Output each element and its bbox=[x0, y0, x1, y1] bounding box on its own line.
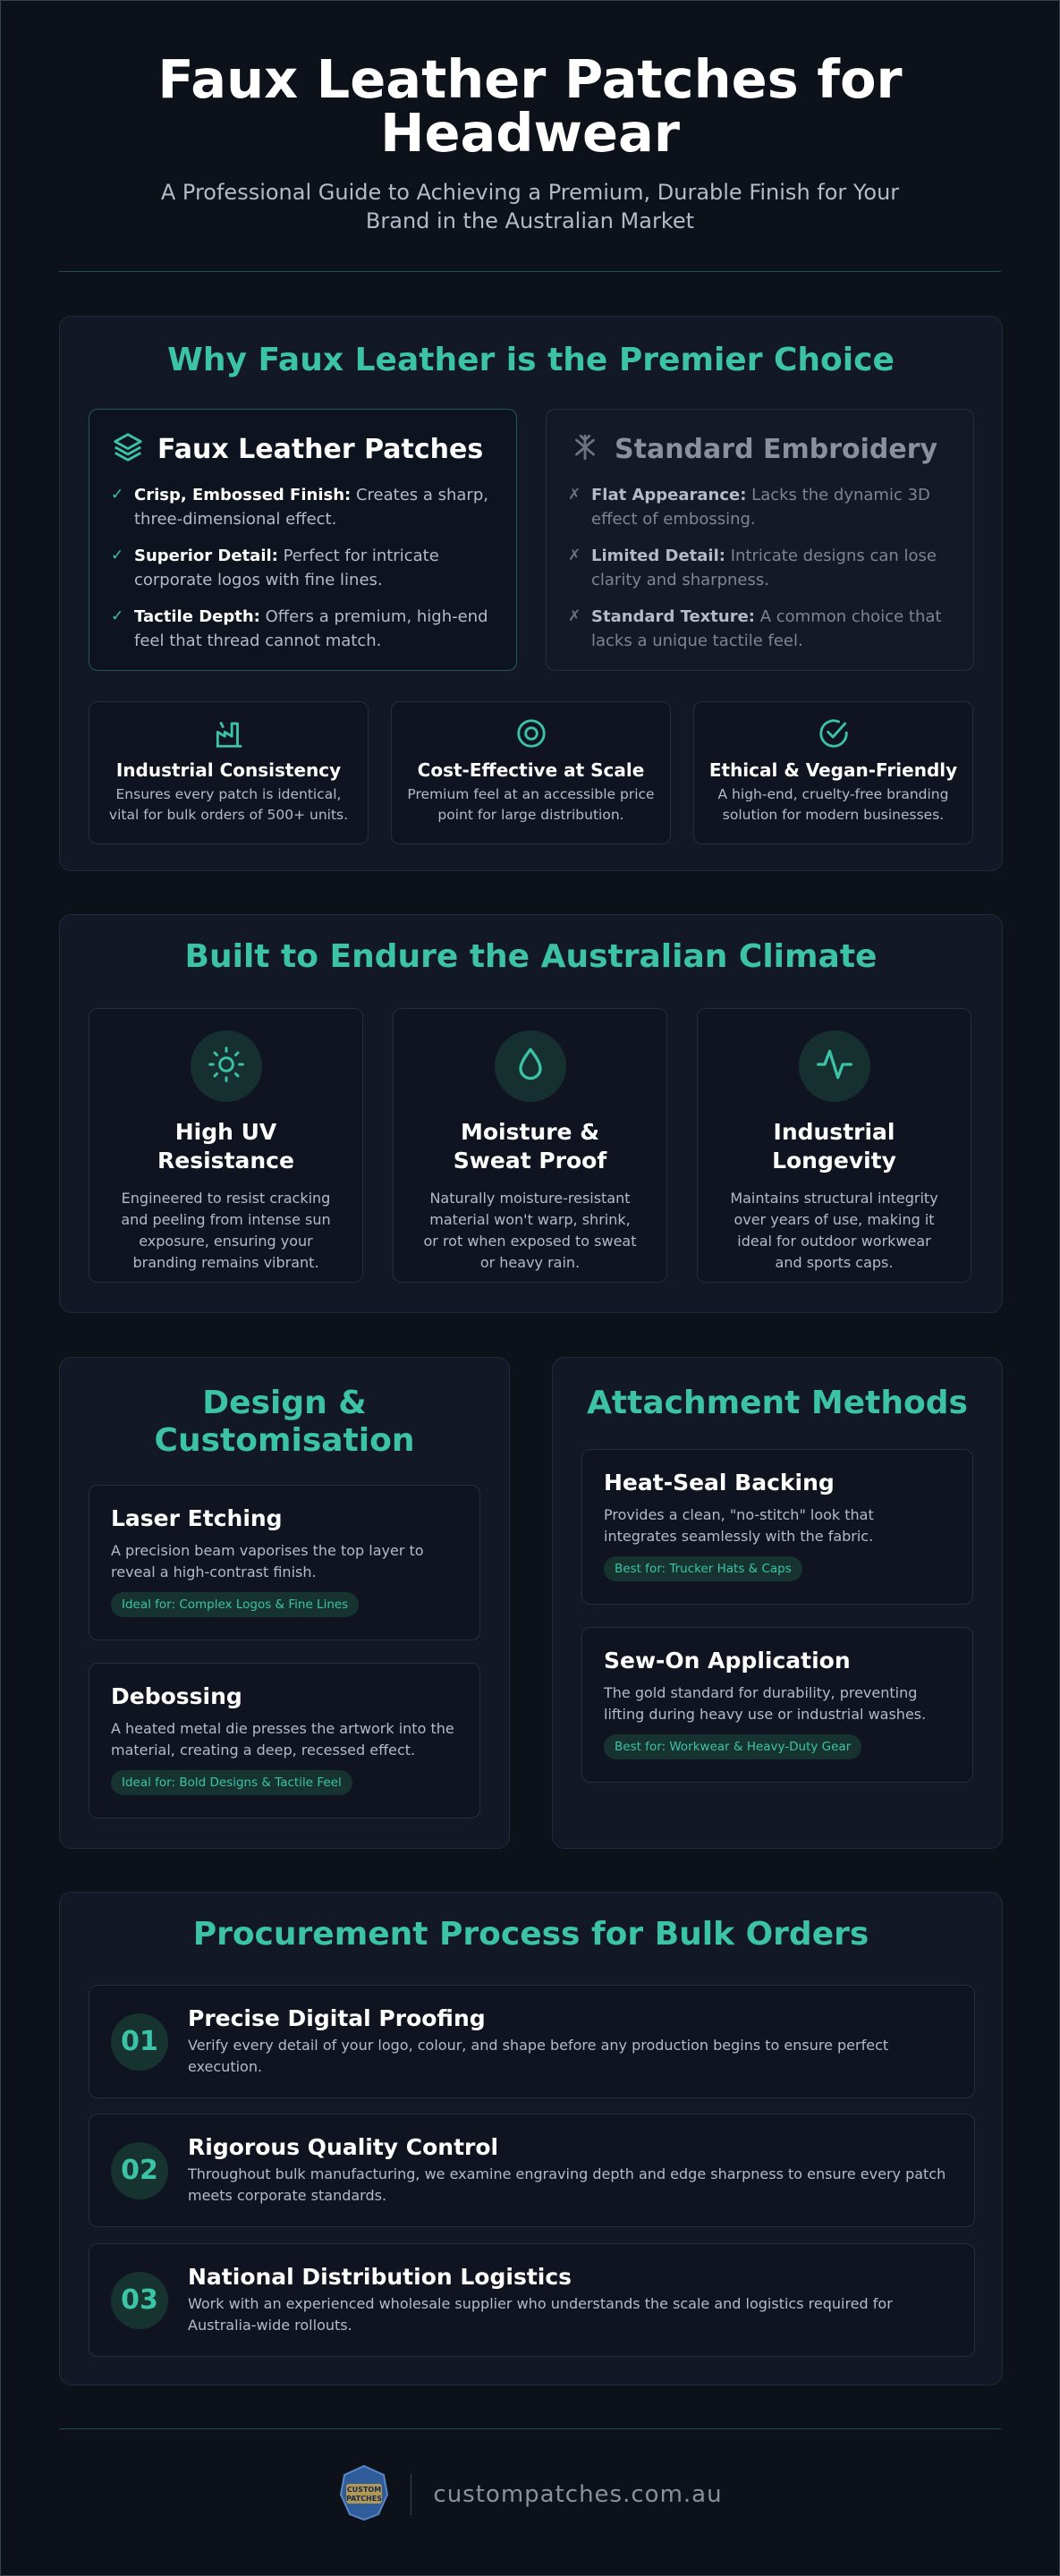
feature-desc: Ensures every patch is identical, vital for bulk orders of 500+ units. bbox=[108, 786, 349, 823]
check-icon: ✓ bbox=[111, 547, 124, 564]
climate-card-desc: Engineered to resist cracking and peeling from intense sun exposure, ensuring your branding remains vibrant. bbox=[121, 1190, 331, 1271]
attachment-section bbox=[552, 1357, 1003, 1849]
step-desc: Work with an experienced wholesale supplier who understands the scale and logistics required for Australia-wide rollouts. bbox=[188, 2295, 893, 2334]
procurement-title: Procurement Process for Bulk Orders bbox=[192, 1916, 869, 1953]
svg-text:PATCHES: PATCHES bbox=[346, 2495, 383, 2503]
climate-card-title: Moisture & Sweat Proof bbox=[453, 1119, 607, 1174]
option-card-sew-on bbox=[581, 1627, 973, 1783]
page-subtitle: A Professional Guide to Achieving a Premium, Durable Finish for Your Brand in the Australian Market bbox=[160, 180, 900, 233]
step-number: 01 bbox=[111, 2013, 168, 2071]
why-section bbox=[59, 316, 1003, 871]
layers-icon bbox=[111, 430, 145, 468]
list-item: ✗ Standard Texture: A common choice that lacks a unique tactile feel. bbox=[568, 605, 952, 653]
climate-section bbox=[59, 914, 1003, 1313]
feature-title: Industrial Consistency bbox=[115, 759, 342, 781]
footer-divider bbox=[59, 2428, 1001, 2429]
page-title: Faux Leather Patches for Headwear bbox=[157, 48, 903, 164]
option-desc: A precision beam vaporises the top layer to reveal a high-contrast finish. bbox=[111, 1542, 424, 1580]
step-title: National Distribution Logistics bbox=[188, 2264, 572, 2290]
check-icon: ✓ bbox=[111, 486, 124, 504]
climate-card-title: Industrial Longevity bbox=[772, 1119, 896, 1174]
option-tag: Ideal for: Bold Designs & Tactile Feel bbox=[111, 1770, 352, 1795]
list-item: ✗ Flat Appearance: Lacks the dynamic 3D effect of embossing. bbox=[568, 483, 952, 531]
option-desc: The gold standard for durability, preventing lifting during heavy use or industrial washes. bbox=[604, 1684, 927, 1723]
step-title: Precise Digital Proofing bbox=[188, 2005, 486, 2031]
list-item: ✓ Crisp, Embossed Finish: Creates a sharp, three-dimensional effect. bbox=[111, 483, 495, 531]
pulse-icon bbox=[815, 1045, 854, 1088]
feature-desc: A high-end, cruelty-free branding solution for modern businesses. bbox=[717, 786, 949, 823]
page-header bbox=[1, 1, 1059, 235]
option-tag: Best for: Trucker Hats & Caps bbox=[604, 1556, 802, 1581]
feature-title: Ethical & Vegan-Friendly bbox=[708, 759, 958, 781]
option-title: Debossing bbox=[111, 1683, 242, 1709]
droplet-icon bbox=[511, 1045, 550, 1088]
header-divider bbox=[59, 271, 1001, 272]
step-number: 02 bbox=[111, 2142, 168, 2199]
target-icon bbox=[392, 716, 670, 750]
climate-card-longevity bbox=[697, 1008, 971, 1283]
climate-card-desc: Naturally moisture-resistant material won't warp, shrink, or rot when exposed to sweat or heavy rain. bbox=[423, 1190, 637, 1271]
embroidery-heading: Standard Embroidery bbox=[615, 433, 938, 465]
svg-text:CUSTOM: CUSTOM bbox=[347, 2486, 382, 2494]
faux-leather-heading: Faux Leather Patches bbox=[157, 433, 484, 465]
why-title: Why Faux Leather is the Premier Choice bbox=[167, 342, 895, 378]
climate-card-moisture bbox=[393, 1008, 667, 1283]
feature-card-consistency bbox=[89, 701, 369, 844]
page-footer bbox=[1, 2464, 1060, 2525]
factory-icon bbox=[89, 716, 368, 750]
option-desc: Provides a clean, "no-stitch" look that integrates seamlessly with the fabric. bbox=[604, 1506, 874, 1545]
climate-card-title: High UV Resistance bbox=[157, 1119, 294, 1174]
step-number: 03 bbox=[111, 2272, 168, 2329]
sun-icon bbox=[207, 1045, 246, 1088]
list-item: ✓ Tactile Depth: Offers a premium, high-end feel that thread cannot match. bbox=[111, 605, 495, 653]
climate-card-uv bbox=[89, 1008, 363, 1283]
procurement-section bbox=[59, 1892, 1003, 2385]
option-card-debossing bbox=[89, 1663, 480, 1818]
check-circle-icon bbox=[694, 716, 972, 750]
step-desc: Verify every detail of your logo, colour, and shape before any production begins to ensure perfect execution. bbox=[188, 2037, 889, 2075]
design-title: Design & Customisation bbox=[154, 1385, 415, 1459]
step-title: Rigorous Quality Control bbox=[188, 2134, 499, 2160]
option-tag: Best for: Workwear & Heavy-Duty Gear bbox=[604, 1734, 861, 1759]
design-section bbox=[59, 1357, 510, 1849]
option-card-laser bbox=[89, 1485, 480, 1640]
process-step bbox=[89, 1985, 975, 2098]
process-step bbox=[89, 2243, 975, 2357]
cross-icon: ✗ bbox=[568, 486, 581, 504]
option-title: Heat-Seal Backing bbox=[604, 1470, 835, 1496]
option-title: Sew-On Application bbox=[604, 1648, 851, 1674]
option-title: Laser Etching bbox=[111, 1505, 283, 1531]
step-desc: Throughout bulk manufacturing, we examine engraving depth and edge sharpness to ensure every patch meets corporate standards. bbox=[188, 2165, 946, 2204]
feature-title: Cost-Effective at Scale bbox=[417, 759, 645, 781]
embroidery-card bbox=[546, 409, 974, 671]
feature-desc: Premium feel at an accessible price point for large distribution. bbox=[407, 786, 655, 823]
feature-card-ethical bbox=[693, 701, 973, 844]
climate-card-desc: Maintains structural integrity over years of use, making it ideal for outdoor workwear and sports caps. bbox=[730, 1190, 938, 1271]
attachment-title: Attachment Methods bbox=[587, 1385, 968, 1421]
footer-url[interactable]: custompatches.com.au bbox=[433, 2481, 723, 2508]
cross-icon: ✗ bbox=[568, 607, 581, 625]
needle-icon bbox=[568, 430, 602, 468]
list-item: ✗ Limited Detail: Intricate designs can lose clarity and sharpness. bbox=[568, 544, 952, 592]
option-tag: Ideal for: Complex Logos & Fine Lines bbox=[111, 1592, 359, 1617]
brand-logo bbox=[339, 2464, 389, 2525]
list-item: ✓ Superior Detail: Perfect for intricate corporate logos with fine lines. bbox=[111, 544, 495, 592]
option-desc: A heated metal die presses the artwork into the material, creating a deep, recessed effect. bbox=[111, 1720, 454, 1758]
climate-title: Built to Endure the Australian Climate bbox=[184, 938, 878, 975]
check-icon: ✓ bbox=[111, 607, 124, 625]
option-card-heat-seal bbox=[581, 1449, 973, 1605]
cross-icon: ✗ bbox=[568, 547, 581, 564]
feature-card-cost bbox=[391, 701, 671, 844]
process-step bbox=[89, 2114, 975, 2227]
faux-leather-card bbox=[89, 409, 517, 671]
